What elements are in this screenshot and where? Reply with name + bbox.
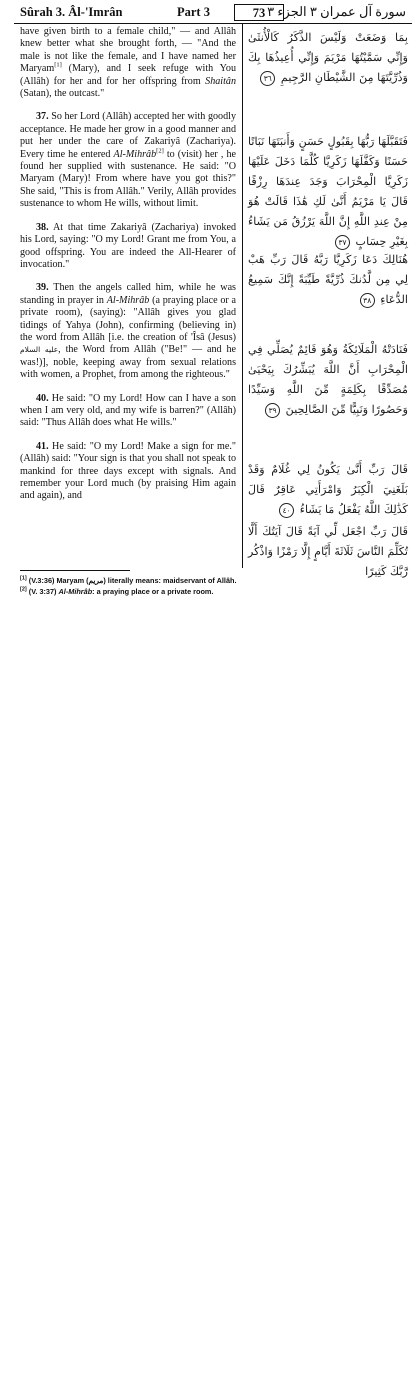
verse-40: 40. He said: "O my Lord! How can I have a son when I am very old, and my wife is barren?" (Allâh) said: "Thus Allâh does what He wills." — [20, 392, 236, 429]
page-header — [14, 4, 412, 22]
arabic-verse-39: فَنَادَتْهُ الْمَلَائِكَةُ وَهُوَ قَائِمٌ يُصَلِّي فِي الْمِحْرَابِ أَنَّ اللَّهَ يُبَشِّرُكَ بِيَحْيَىٰ مُصَدِّقًا بِكَلِمَةٍ مِّنَ اللَّهِ وَسَيِّدًا وَحَصُورًا وَنَبِيًّا مِّنَ الصَّالِحِينَ ٣٩ — [248, 343, 408, 416]
arabic-header: سورة آل عمران ٣ الجزء ٣ — [267, 4, 406, 19]
translation-column — [20, 26, 236, 514]
verse-end-marker: ٣٧ — [335, 235, 350, 250]
verse-number: 38. — [36, 221, 49, 233]
verse-36-continuation: have given birth to a female child," — and Allâh knew better what she brought forth, — "And the male is not like the female, and I have named her Maryam[1] (Mary), and I seek refuge with You (Allâh) for her and for her offspring from Shaitân (Satan), the outcast." — [20, 26, 236, 100]
header-rule — [14, 23, 412, 24]
arabic-verse-36: بِمَا وَضَعَتْ وَلَيْسَ الذَّكَرُ كَالْأُنثَىٰ وَإِنِّي سَمَّيْتُهَا مَرْيَمَ وَإِنِّي أُعِيذُهَا بِكَ وَذُرِّيَّتَهَا مِنَ الشَّيْطَانِ الرَّجِيمِ ٣٦ — [248, 31, 408, 84]
footnote-ref-1[interactable]: [1] — [54, 61, 62, 69]
verse-38: 38. At that time Zakariyâ (Zachariya) invoked his Lord, saying: "O my Lord! Grant me from You, a good offspring. You are indeed the All-Hearer of invocation." — [20, 221, 236, 270]
verse-41: 41. He said: "O my Lord! Make a sign for me." (Allâh) said: "Your sign is that you shall not speak to mankind for three days except with signals. And remember your Lord much (by praising Him again and again), and — [20, 440, 236, 502]
verse-number: 37. — [36, 111, 49, 123]
footnote-ref-2[interactable]: [2] — [156, 147, 164, 155]
arabic-honorific: عليه السلام — [20, 345, 59, 355]
surah-title: Sûrah 3. Âl-'Imrân — [20, 5, 123, 19]
verse-number: 39. — [36, 282, 49, 294]
verse-end-marker: ٣٦ — [260, 71, 275, 86]
footnote-rule — [20, 570, 130, 571]
arabic-verse-40: قَالَ رَبِّ أَنَّىٰ يَكُونُ لِي غُلَامٌ وَقَدْ بَلَغَنِيَ الْكِبَرُ وَامْرَأَتِي عَاقِرٌ قَالَ كَذَٰلِكَ اللَّهُ يَفْعَلُ مَا يَشَاءُ ٤٠ — [248, 463, 408, 516]
verse-37: 37. So her Lord (Allâh) accepted her with goodly acceptance. He made her grow in a good manner and put her under the care of Zakariyâ (Zachariya). Every time he entered Al-Mihrâb[2] to (visit) her , he found her supplied with sustenance. He said: "O Maryam (Mary)! From where have you got this?" She said, "This is from Allâh." Verily, Allâh provides sustenance to whom He wills, without limit. — [20, 111, 236, 210]
part-label: Part 3 — [177, 5, 210, 19]
verse-number: 40. — [36, 392, 49, 404]
verse-end-marker: ٣٨ — [360, 293, 375, 308]
column-divider — [242, 24, 243, 568]
verse-end-marker: ٣٩ — [265, 403, 280, 418]
verse-number: 41. — [36, 440, 49, 452]
footnote-1: [1] (V.3:36) Maryam (مريم) literally means: maidservant of Allâh. — [20, 575, 237, 585]
verse-end-marker: ٤٠ — [279, 503, 294, 518]
page-number: 73 — [234, 4, 284, 21]
footnotes — [20, 576, 320, 597]
arabic-verse-37: فَتَقَبَّلَهَا رَبُّهَا بِقَبُولٍ حَسَنٍ وَأَنبَتَهَا نَبَاتًا حَسَنًا وَكَفَّلَهَا زَكَرِيَّا كُلَّمَا دَخَلَ عَلَيْهَا زَكَرِيَّا الْمِحْرَابَ وَجَدَ عِندَهَا رِزْقًا قَالَ يَا مَرْيَمُ أَنَّىٰ لَكِ هَٰذَا قَالَتْ هُوَ مِنْ عِندِ اللَّهِ إِنَّ اللَّهَ يَرْزُقُ مَن يَشَاءُ بِغَيْرِ حِسَابٍ ٣٧ — [248, 135, 408, 248]
footnote-2: [2] (V. 3:37) Al-Mihrâb: a praying place or a private room. — [20, 586, 214, 596]
arabic-verse-41: قَالَ رَبِّ اجْعَل لِّي آيَةً قَالَ آيَتُكَ أَلَّا تُكَلِّمَ النَّاسَ ثَلَاثَةَ أَيَّامٍ إِلَّا رَمْزًا وَاذْكُر رَّبَّكَ كَثِيرًا — [248, 525, 408, 578]
verse-39: 39. Then the angels called him, while he was standing in prayer in Al-Mihrâb (a praying place or a private room), (saying): "Allâh gives you glad tidings of Yahya (John), confirming (believing in) the word from Allâh [i.e. the creation of 'Îsâ (Jesus) عليه السلام, the Word from Allâh ("Be!" — and he was!)], noble, keeping away from sexual relations with women, a Prophet, from among the righteous." — [20, 282, 236, 381]
arabic-verse-38: هُنَالِكَ دَعَا زَكَرِيَّا رَبَّهُ قَالَ رَبِّ هَبْ لِي مِن لَّدُنكَ ذُرِّيَّةً طَيِّبَةً إِنَّكَ سَمِيعُ الدُّعَاءِ ٣٨ — [248, 253, 408, 306]
